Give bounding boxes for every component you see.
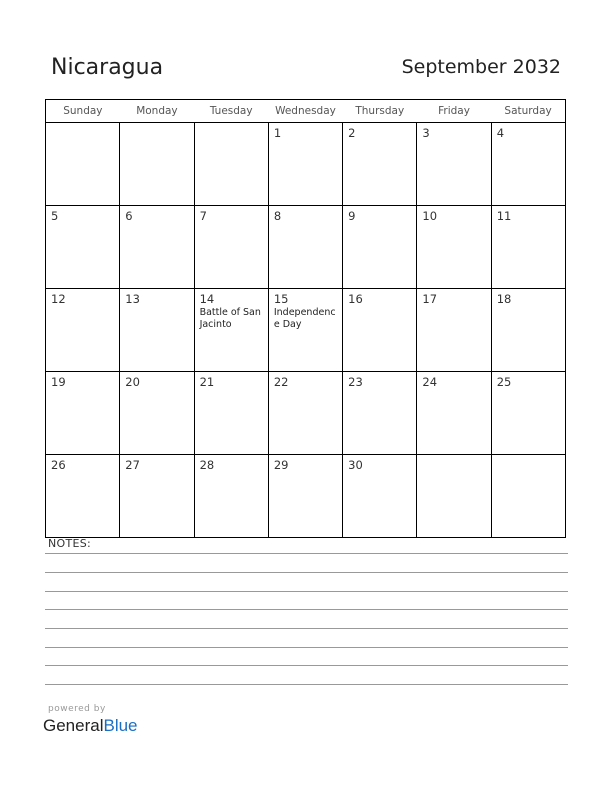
day-cell <box>343 372 417 455</box>
day-number: 27 <box>125 458 140 472</box>
day-number: 30 <box>348 458 363 472</box>
weekday-wednesday: Wednesday <box>268 100 342 123</box>
week-row <box>46 123 566 206</box>
day-cell <box>46 123 120 206</box>
day-cell <box>268 206 342 289</box>
day-number: 13 <box>125 292 140 306</box>
day-number: 17 <box>422 292 438 306</box>
day-number: 3 <box>422 126 430 140</box>
day-number: 15 <box>273 292 289 306</box>
day-number: 23 <box>348 375 363 389</box>
holiday-label: Battle of San Jacinto <box>199 307 261 330</box>
day-number: 18 <box>496 292 512 306</box>
day-number: 16 <box>348 292 363 306</box>
week-row <box>46 372 566 455</box>
day-number: 2 <box>348 126 356 140</box>
note-line <box>45 628 568 629</box>
day-cell <box>46 289 120 372</box>
calendar-grid <box>45 99 566 538</box>
day-number: 22 <box>273 375 289 389</box>
day-number: 25 <box>496 375 512 389</box>
day-number: 6 <box>125 209 133 223</box>
day-cell <box>417 372 491 455</box>
note-line <box>45 647 568 648</box>
generalblue-logo <box>43 716 138 736</box>
day-number: 11 <box>496 209 512 223</box>
day-cell <box>343 123 417 206</box>
day-cell <box>491 206 565 289</box>
day-cell <box>343 289 417 372</box>
day-cell <box>343 206 417 289</box>
day-number: 9 <box>348 209 356 223</box>
day-cell <box>46 455 120 538</box>
day-cell <box>268 455 342 538</box>
day-number: 8 <box>273 209 282 223</box>
holiday-label: Independence Day <box>273 307 336 330</box>
day-number: 12 <box>51 292 66 306</box>
day-cell <box>194 123 268 206</box>
powered-by-text: powered by <box>48 704 106 714</box>
day-cell <box>268 372 342 455</box>
note-line <box>45 684 568 685</box>
day-cell <box>194 206 268 289</box>
note-line <box>45 591 568 592</box>
weekday-thursday: Thursday <box>343 100 417 123</box>
day-number: 26 <box>51 458 66 472</box>
day-number: 7 <box>199 209 207 223</box>
day-cell <box>194 455 268 538</box>
day-cell <box>194 289 268 372</box>
day-number: 20 <box>125 375 140 389</box>
day-cell <box>343 455 417 538</box>
day-cell <box>46 372 120 455</box>
weekday-friday: Friday <box>417 100 491 123</box>
note-line <box>45 609 568 610</box>
week-row <box>46 206 566 289</box>
day-cell <box>120 289 194 372</box>
weekday-saturday: Saturday <box>491 100 565 123</box>
day-number: 10 <box>422 209 438 223</box>
country-title: Nicaragua <box>51 55 164 80</box>
day-cell <box>417 289 491 372</box>
week-row <box>46 289 566 372</box>
day-cell <box>417 206 491 289</box>
day-cell <box>46 206 120 289</box>
day-cell <box>268 289 342 372</box>
day-number: 4 <box>496 126 505 140</box>
note-line <box>45 572 568 573</box>
day-cell <box>417 455 491 538</box>
day-number: 24 <box>422 375 438 389</box>
day-cell <box>491 455 565 538</box>
weekday-sunday: Sunday <box>46 100 120 123</box>
weekday-monday: Monday <box>120 100 194 123</box>
day-number: 21 <box>199 375 215 389</box>
day-cell <box>491 289 565 372</box>
day-cell <box>194 372 268 455</box>
day-number: 14 <box>199 292 215 306</box>
notes-label: NOTES: <box>48 537 92 550</box>
day-cell <box>120 372 194 455</box>
note-line <box>45 665 568 666</box>
brand-blue: Blue <box>103 716 138 735</box>
day-number: 5 <box>51 209 59 223</box>
month-title: September 2032 <box>401 56 561 78</box>
day-number: 1 <box>273 126 282 140</box>
day-number: 29 <box>273 458 289 472</box>
weekday-tuesday: Tuesday <box>194 100 268 123</box>
day-number: 19 <box>51 375 66 389</box>
weekday-header-row <box>46 100 566 123</box>
day-cell <box>268 123 342 206</box>
day-cell <box>491 123 565 206</box>
brand-general: General <box>43 716 104 735</box>
day-number: 28 <box>199 458 215 472</box>
week-row <box>46 455 566 538</box>
day-cell <box>417 123 491 206</box>
day-cell <box>120 206 194 289</box>
day-cell <box>491 372 565 455</box>
day-cell <box>120 123 194 206</box>
note-line <box>45 553 568 554</box>
day-cell <box>120 455 194 538</box>
